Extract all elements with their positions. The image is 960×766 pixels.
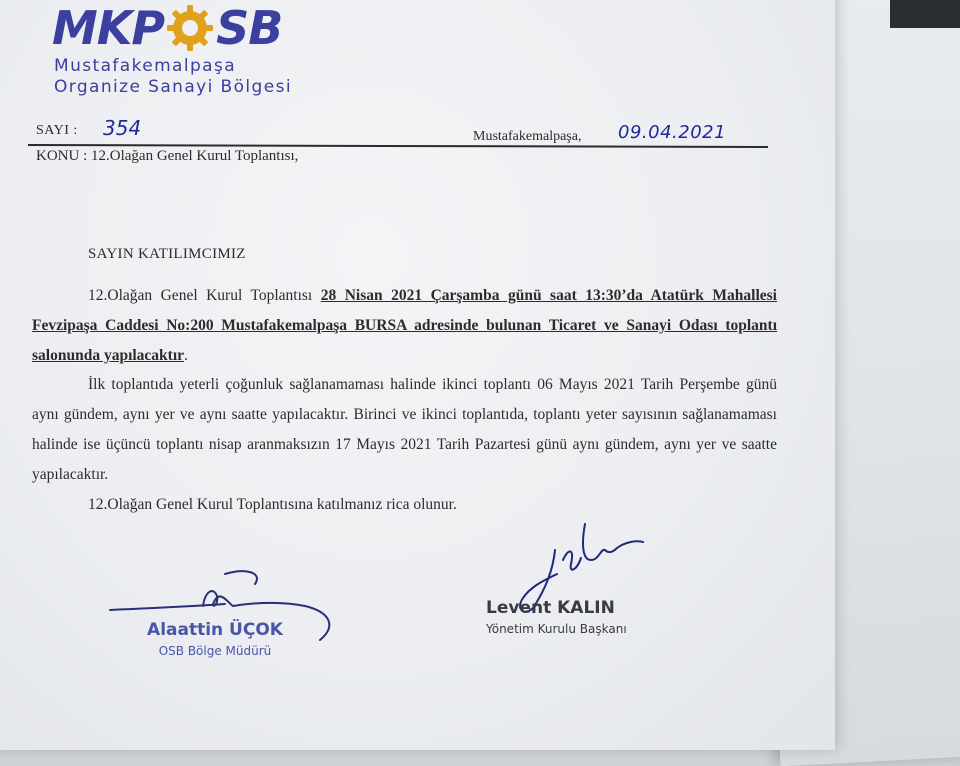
org-name-line2: Organize Sanayi Bölgesi — [54, 77, 292, 97]
salutation: SAYIN KATILIMCIMIZ — [88, 246, 246, 262]
right-signatory — [486, 598, 627, 636]
logo-text-left: MKP — [52, 1, 165, 55]
subject-line: KONU : 12.Olağan Genel Kurul Toplantısı, — [36, 148, 299, 164]
logo-text-right: SB — [216, 1, 283, 55]
paragraph-1-lead: 12.Olağan Genel Kurul Toplantısı — [88, 287, 321, 304]
logo-mark — [52, 0, 292, 56]
paragraph-3: 12.Olağan Genel Kurul Toplantısına katılmanız rica olunur. — [88, 496, 457, 513]
city-label: Mustafakemalpaşa, — [473, 129, 582, 144]
paragraph-1 — [32, 281, 777, 371]
gear-icon — [166, 4, 214, 52]
paragraph-2: İlk toplantıda yeterli çoğunluk sağlanamaması halinde ikinci toplantı 06 Mayıs 2021 Tarih Perşembe günü aynı gündem, aynı yer ve aynı saatte yapılacaktır. Birinci ve ikinci toplantıda, toplantı yeter sayısının sağlanamaması halinde ise üçüncü toplantı nisap aranmaksızın 17 Mayıs 2021 Tarih Pazartesi günü aynı gündem, aynı yer ve saatte yapılacaktır. — [32, 376, 777, 483]
left-signatory-title: OSB Bölge Müdürü — [158, 644, 272, 658]
meeting-details: 28 Nisan 2021 Çarşamba günü saat 13:30’da Atatürk Mahallesi Fevzipaşa Caddesi No:200 Mustafakemalpaşa BURSA adresinde bulunan Ticaret ve Sanayi Odası toplantı salonunda yapılacaktır — [32, 287, 777, 364]
background-surface — [890, 0, 960, 28]
sayi-number-handwritten: 354 — [103, 116, 142, 140]
left-signatory-name: Alaattin ÜÇOK — [147, 620, 283, 640]
right-signatory-name: Levent KALIN — [486, 598, 615, 618]
right-signatory-title: Yönetim Kurulu Başkanı — [486, 622, 627, 636]
osb-logo — [52, 0, 292, 98]
paragraph-1-end: . — [184, 347, 188, 364]
org-name-line1: Mustafakemalpaşa — [54, 56, 237, 76]
left-signatory — [120, 620, 310, 658]
date-handwritten: 09.04.2021 — [618, 122, 727, 143]
sayi-label: SAYI : — [36, 123, 78, 138]
